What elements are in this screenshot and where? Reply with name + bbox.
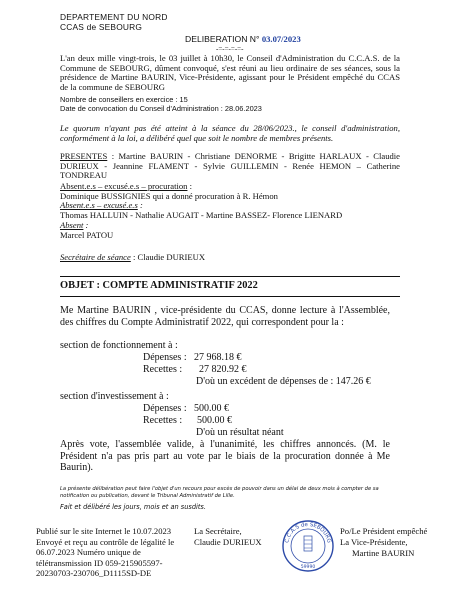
ccas-name: CCAS de SEBOURG xyxy=(60,22,143,32)
investissement-recettes-value: 500.00 € xyxy=(197,415,232,426)
investissement-recettes-label: Recettes : xyxy=(143,415,183,426)
investissement-result: D'où un résultat néant xyxy=(196,427,284,438)
secretary-line xyxy=(60,253,400,263)
header-separator: -=-=-=-=- xyxy=(216,45,244,53)
fonctionnement-result: D'où un excédent de dépenses de : 147.26 € xyxy=(196,376,371,387)
stamp-seal-icon xyxy=(280,518,336,574)
object-rule-bottom xyxy=(60,296,400,297)
absent-label: Absent xyxy=(60,220,84,230)
investissement-title: section d'investissement à : xyxy=(60,391,169,402)
excused-heading: Absent.e.s – excusé.e.s : xyxy=(60,200,143,210)
president-line-2: La Vice-Présidente, xyxy=(340,537,408,547)
intro-paragraph: L'an deux mille vingt-trois, le 03 juillet à 10h30, le Conseil d'Administration du C.C.A.S. de la Commune de SEBOURG, dûment convoqué, s'est réuni au lieu ordinaire de ses séances, sous la présidence de Martine BAURIN, Vice-Présidente, agissant pour le Président empêché du CCAS de la commune de SEBOURG xyxy=(60,53,400,92)
deliberation-number: 03.07/2023 xyxy=(261,34,301,44)
department-name: DEPARTEMENT DU NORD xyxy=(60,12,168,22)
secretary-signature-title: La Secrétaire, xyxy=(194,526,242,536)
proxy-names: Dominique BUSSIGNIES qui a donné procuration à R. Hémon xyxy=(60,191,278,201)
investissement-depenses-value: 500.00 € xyxy=(194,403,229,414)
investissement-depenses-label: Dépenses : xyxy=(143,403,187,414)
stamp-code: 59990 xyxy=(300,565,316,570)
fonctionnement-title: section de fonctionnement à : xyxy=(60,340,178,351)
fonctionnement-depenses-value: 27 968.18 € xyxy=(194,352,242,363)
svg-text:C.C.A.S de SEBOURG xyxy=(284,522,332,544)
secretary-label: Secrétaire de séance xyxy=(60,252,131,262)
president-name: Martine BAURIN xyxy=(352,548,415,558)
vote-paragraph: Après vote, l'assemblée valide, à l'unanimité, les chiffres annoncés. (M. le Président n'a pas pris part au vote par le biais de la procuration donnée à Me Baurin). xyxy=(60,439,390,474)
convocation-date: Date de convocation du Conseil d'Administration : 28.06.2023 xyxy=(60,104,262,113)
done-note: Fait et délibéré les jours, mois et an susdits. xyxy=(60,503,206,511)
publication-info: Publié sur le site Internet le 10.07.2023 Envoyé et reçu au contrôle de légalité le 06.07.2023 Numéro unique de télétransmission ID 059-215905597-20230703-230706_D1115SD-DE xyxy=(36,526,175,579)
fonctionnement-recettes-value: 27 820.92 € xyxy=(199,364,247,375)
quorum-paragraph: Le quorum n'ayant pas été atteint à la séance du 28/06/2023., le conseil d'administration, conformément à la loi, a délibéré quel que soit le nombre de membres présents. xyxy=(60,123,400,143)
body-intro: Me Martine BAURIN , vice-présidente du CCAS, donne lecture à l'Assemblée, des chiffres du Compte Administratif 2022, qui correspondent pour la : xyxy=(60,305,390,328)
deliberation-heading xyxy=(185,34,301,44)
excused-names: Thomas HALLUIN - Nathalie AUGAIT - Martine BASSEZ- Florence LIENARD xyxy=(60,210,343,220)
ccas-stamp xyxy=(280,518,336,574)
present-members xyxy=(60,152,400,181)
absent-heading: Absent : xyxy=(60,220,89,230)
object-rule-top xyxy=(60,276,400,277)
present-names: : Martine BAURIN - Christiane DENORME - Brigitte HARLAUX - Claudie DURIEUX - Jeannine FLAMENT - Sylvie GUILLEMIN - Renée HEMON – Catherine TONDREAU xyxy=(60,151,400,181)
deliberation-label: DELIBERATION N° xyxy=(185,34,260,44)
proxy-heading: Absent.e.s – excusé.e.s – procuration : xyxy=(60,181,192,191)
secretary-signature-name: Claudie DURIEUX xyxy=(194,537,262,547)
members-count: Nombre de conseillers en exercice : 15 xyxy=(60,95,188,104)
absent-names: Marcel PATOU xyxy=(60,230,114,240)
fonctionnement-depenses-label: Dépenses : xyxy=(143,352,187,363)
present-label: PRESENTES xyxy=(60,151,108,161)
fonctionnement-recettes-label: Recettes : xyxy=(143,364,183,375)
secretary-name: : Claudie DURIEUX xyxy=(130,252,206,262)
excused-label: Absent.e.s – excusé.e.s xyxy=(60,200,138,210)
proxy-label: Absent.e.s – excusé.e.s – procuration xyxy=(60,181,188,191)
recourse-note: La présente délibération peut faire l'objet d'un recours pour excès de pouvoir dans un délai de deux mois à compter de sa notification ou publication, devant le Tribunal Administratif de Lille. xyxy=(60,486,379,499)
object-title: OBJET : COMPTE ADMINISTRATIF 2022 xyxy=(60,280,258,291)
stamp-text: C.C.A.S de SEBOURG xyxy=(284,521,332,544)
president-line-1: Po/Le Président empêché xyxy=(340,526,428,536)
